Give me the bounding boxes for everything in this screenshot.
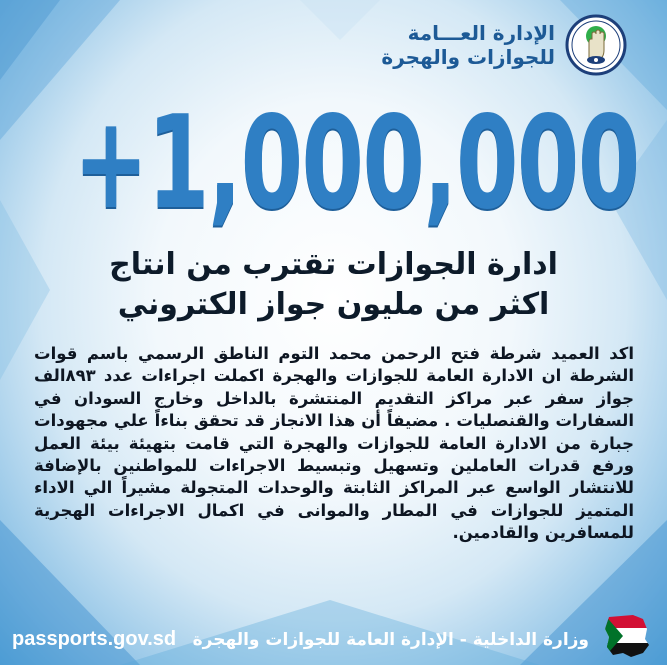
passport-hand-emblem-icon (565, 14, 627, 76)
headline (0, 245, 667, 325)
header (381, 14, 627, 76)
org-name-line1: الإدارة العـــامة (407, 21, 555, 45)
headline-line1: ادارة الجوازات تقترب من انتاج (109, 247, 558, 282)
body-paragraph: اكد العميد شرطة فتح الرحمن محمد التوم الناطق الرسمي باسم قوات الشرطة ان الادارة العامة للجوازات والهجرة اكملت اجراءات عدد ٨٩٣الف جواز سفر عبر مراكز التقديم المنتشرة بالداخل وخارج السودان في السفارات والقنصليات . مضيفاً أن هذا الانجاز قد تحقق بناءاً علي مجهودات جبارة من الادارة العامة للجوازات والهجرة التي قامت بتهيئة بيئة العمل ورفع قدرات العاملين وتسهيل وتبسيط الاجراءات للمواطنين بالإضافة للانتشار الواسع عبر المراكز الثابتة والوحدات المتجولة مشيراً الي الاداء المتميز للجوازات في المطار والموانى في اكمال الاجراءات الهجرية للمسافرين والقادمين. (34, 344, 634, 543)
sudan-flag-map-icon (603, 613, 651, 659)
big-number: +1,000,000 (73, 89, 639, 238)
org-name-line2: للجوازات والهجرة (381, 45, 555, 69)
website-url: passports.gov.sd (12, 628, 177, 650)
ministry-credit: وزارة الداخلية - الإدارة العامة للجوازات والهجرة (192, 630, 589, 650)
organization-name (381, 21, 555, 69)
headline-line2: اكثر من مليون جواز الكتروني (117, 287, 550, 322)
